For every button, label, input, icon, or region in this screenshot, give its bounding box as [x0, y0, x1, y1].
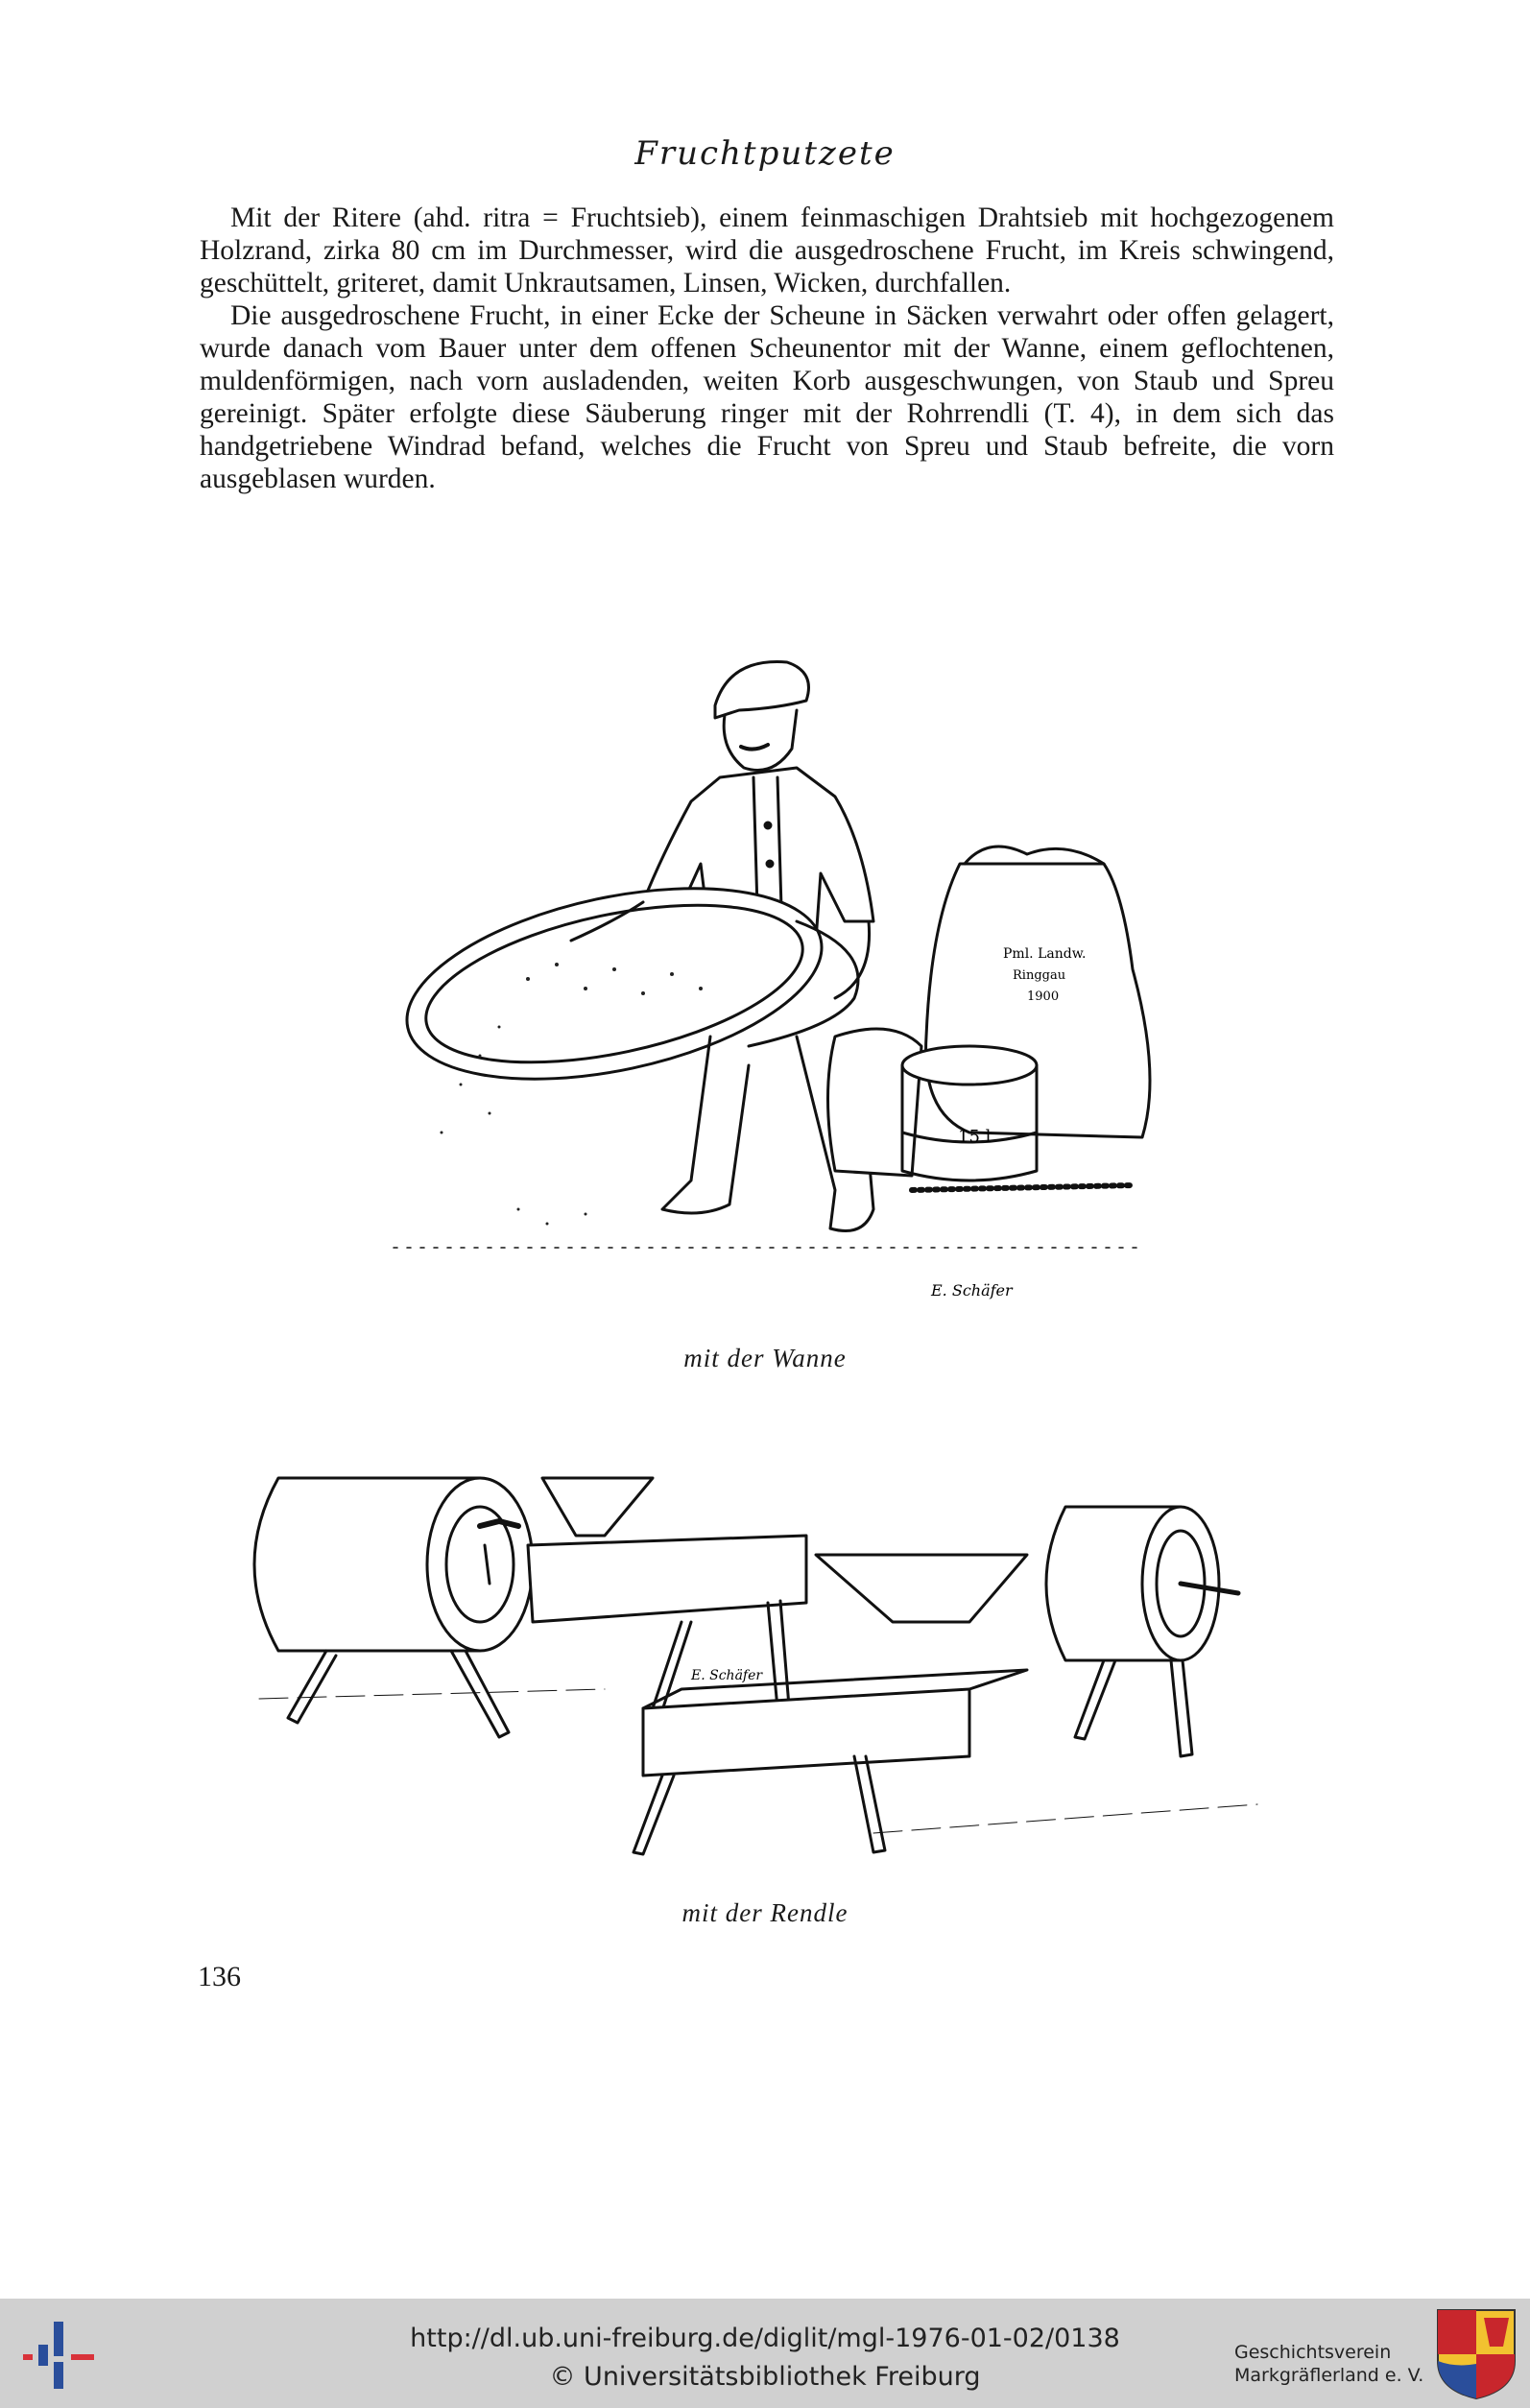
- society-name: [1234, 2341, 1423, 2387]
- figure-caption-1: mit der Wanne: [683, 1344, 847, 1372]
- document-url-link[interactable]: http://dl.ub.uni-freiburg.de/diglit/mgl-1976-01-02/0138: [410, 2324, 1120, 2353]
- sack-label-1: Pml. Landw.: [1003, 946, 1087, 962]
- illustration-winnowing: [298, 633, 1257, 1324]
- sack-label-2: Ringgau: [1013, 968, 1066, 983]
- paragraph-2: Die ausgedroschene Frucht, in einer Ecke der Scheune in Säcken verwahrt oder offen gelagert, wurde danach vom Bauer unter dem offenen Scheunentor mit der Wanne, einem geflochtenen, muldenförmigen, nach vorn ausladenden, weiten Korb ausgeschwungen, von Staub und Spreu gereinigt. Später erfolgte diese Säuberung ringer mit der Rohrrendli (T. 4), in dem sich das handgetriebene Windrad befand, welches die Frucht von Spreu und Staub befreite, die vorn ausgeblasen wurden.: [200, 300, 1334, 494]
- copyright-text: © Universitätsbibliothek Freiburg: [549, 2362, 981, 2392]
- coat-of-arms-icon: [1436, 2308, 1517, 2400]
- artist-signature-2: E. Schäfer: [691, 1668, 763, 1683]
- page-header: Fruchtputzete: [634, 134, 896, 173]
- artist-signature: E. Schäfer: [931, 1281, 1013, 1299]
- society-line-2: Markgräflerland e. V.: [1234, 2365, 1424, 2386]
- footer-bar: [0, 2299, 1530, 2408]
- figure-caption-2: mit der Rendle: [681, 1898, 849, 1927]
- illustration-rendle: [202, 1449, 1353, 1881]
- page-number: 136: [198, 1961, 241, 1992]
- body-text: [200, 202, 1334, 495]
- bucket-label: 15 l: [958, 1127, 992, 1147]
- paragraph-1: Mit der Ritere (ahd. ritra = Fruchtsieb), einem feinmaschigen Drahtsieb mit hochgezogenem Holzrand, zirka 80 cm im Durchmesser, wird die ausgedroschene Frucht, im Kreis schwingend, geschüttelt, griteret, damit Unkrautsamen, Linsen, Wicken, durchfallen.: [200, 203, 1334, 298]
- sack-year: 1900: [1027, 989, 1060, 1004]
- society-line-1: Geschichtsverein: [1234, 2342, 1392, 2363]
